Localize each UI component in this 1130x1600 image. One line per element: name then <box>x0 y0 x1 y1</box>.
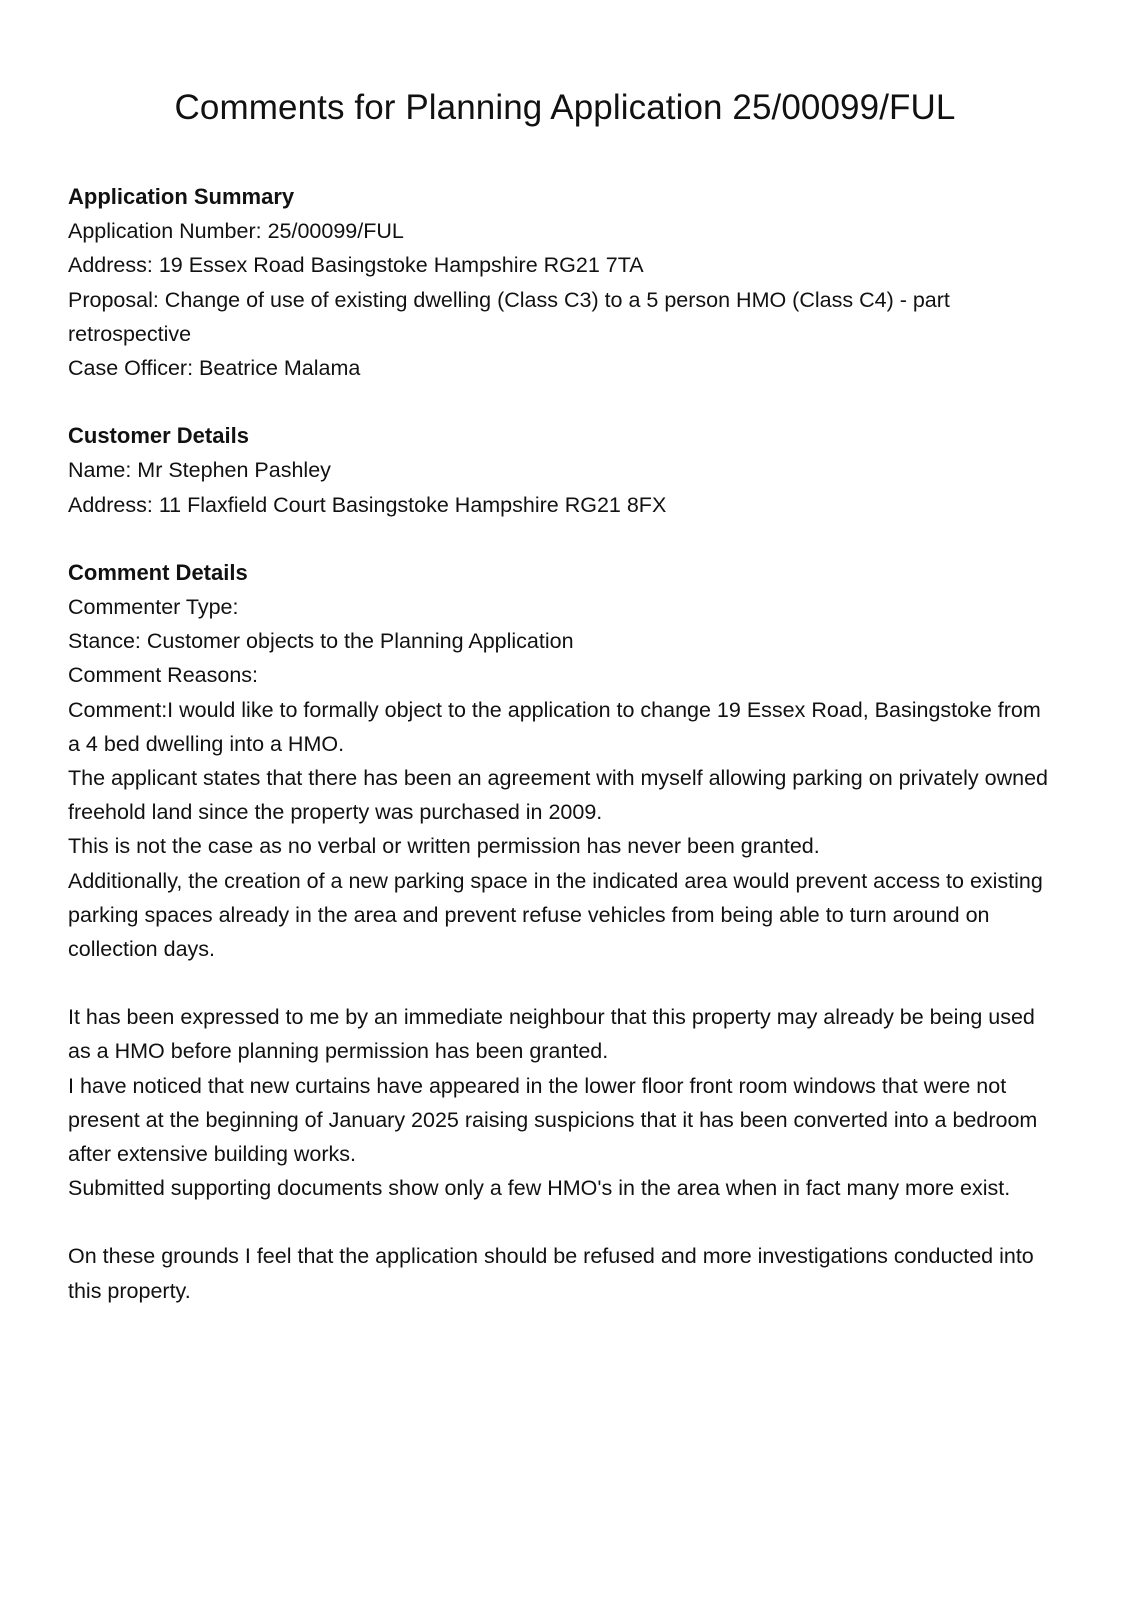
comment-line: On these grounds I feel that the application should be refused and more investigations conducted into this property. <box>68 1244 1040 1303</box>
stance: Stance: Customer objects to the Planning Application <box>68 629 574 654</box>
comment-line: I have noticed that new curtains have appeared in the lower floor front room windows that were not present at the beginning of January 2025 raising suspicions that it has been converted into a bedroom after extensive building works. <box>68 1073 1044 1167</box>
comment-line: This is not the case as no verbal or written permission has never been granted. <box>68 834 820 859</box>
customer-details-section <box>68 419 1058 522</box>
paragraph-spacer <box>68 1205 1058 1239</box>
customer-name: Name: Mr Stephen Pashley <box>68 458 331 483</box>
comment-line: Comment:I would like to formally object to the application to change 19 Essex Road, Basingstoke from a 4 bed dwelling into a HMO. <box>68 697 1047 756</box>
comment-line: The applicant states that there has been an agreement with myself allowing parking on privately owned freehold land since the property was purchased in 2009. <box>68 766 1054 825</box>
page-title: Comments for Planning Application 25/00099/FUL <box>174 88 956 127</box>
comment-line: Additionally, the creation of a new parking space in the indicated area would prevent access to existing parking spaces already in the area and prevent refuse vehicles from being able to turn around on collection days. <box>68 868 1049 962</box>
comment-line: Submitted supporting documents show only a few HMO's in the area when in fact many more exist. <box>68 1176 1011 1201</box>
customer-details-heading: Customer Details <box>68 423 249 449</box>
commenter-type: Commenter Type: <box>68 595 239 620</box>
comment-reasons: Comment Reasons: <box>68 663 258 688</box>
application-summary-heading: Application Summary <box>68 184 295 209</box>
application-number: Application Number: 25/00099/FUL <box>68 219 404 244</box>
comment-details-heading: Comment Details <box>68 559 248 585</box>
comment-line: It has been expressed to me by an immediate neighbour that this property may already be being used as a HMO before planning permission has been granted. <box>68 1005 1041 1064</box>
application-proposal: Proposal: Change of use of existing dwelling (Class C3) to a 5 person HMO (Class C4) - part retrospective <box>68 287 956 346</box>
case-officer: Case Officer: Beatrice Malama <box>68 356 361 381</box>
customer-address: Address: 11 Flaxfield Court Basingstoke Hampshire RG21 8FX <box>68 492 667 517</box>
comment-details-section <box>68 556 1058 1308</box>
paragraph-spacer <box>68 966 1058 1000</box>
document-content <box>68 180 1058 1308</box>
application-summary-section <box>68 180 1058 385</box>
application-address: Address: 19 Essex Road Basingstoke Hampshire RG21 7TA <box>68 253 644 278</box>
